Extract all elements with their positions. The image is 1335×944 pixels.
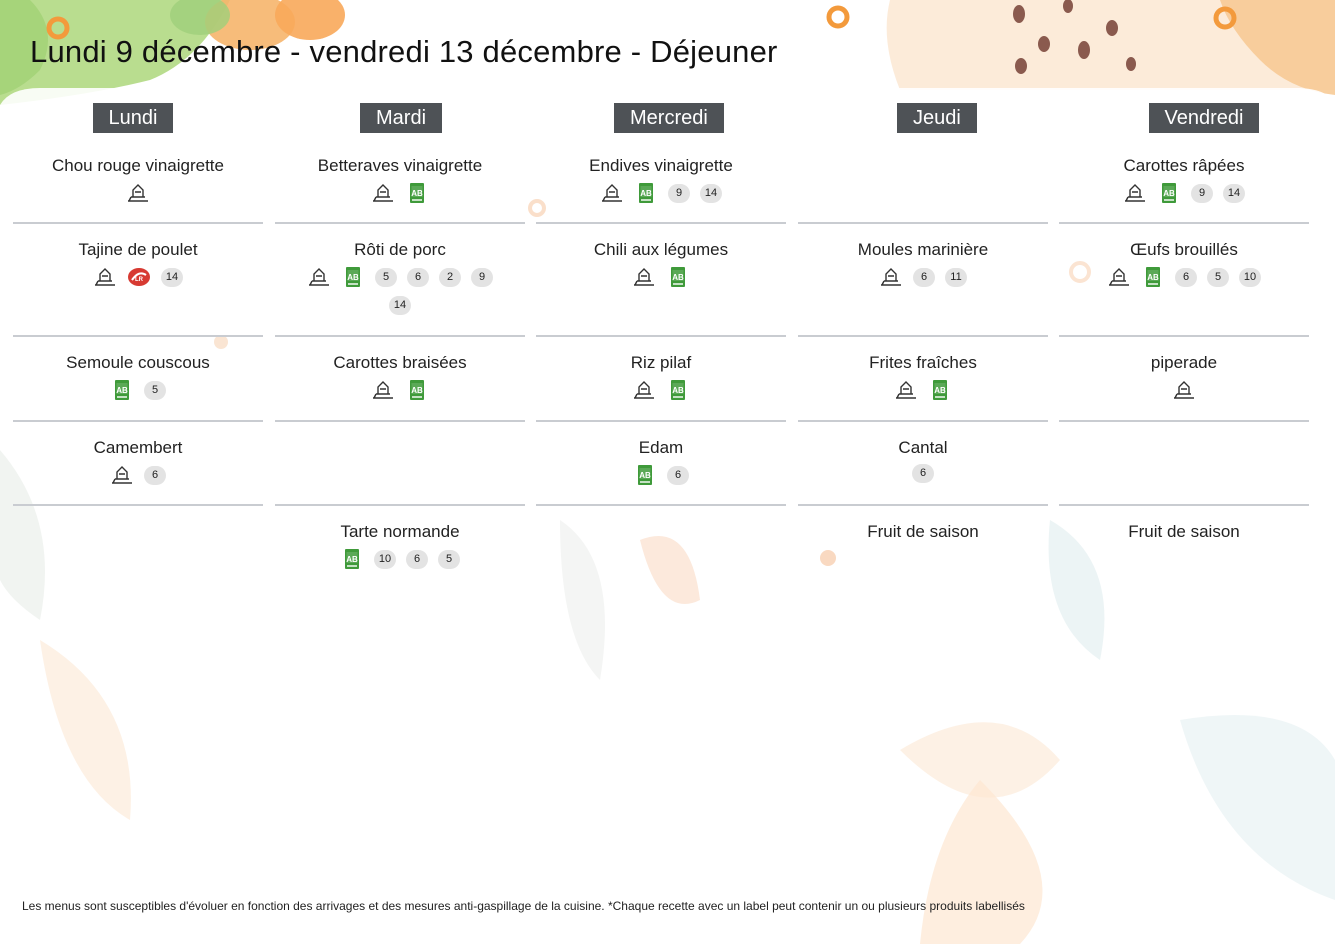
- dish-name: Semoule couscous: [66, 353, 210, 372]
- day-header-mardi: Mardi: [360, 103, 442, 133]
- menu-item: [798, 522, 1048, 542]
- allergen-badge: 5: [1207, 268, 1229, 287]
- row-divider: [798, 504, 1048, 506]
- menu-item: [13, 353, 263, 401]
- dish-name: Carottes râpées: [1123, 156, 1245, 175]
- allergen-badge: 11: [945, 268, 967, 287]
- fait-maison-icon: [1172, 379, 1196, 401]
- dish-labels: [275, 266, 525, 315]
- fait-maison-icon: [879, 266, 903, 288]
- bio-ab-icon: [666, 379, 690, 401]
- menu-item: [536, 156, 786, 204]
- menu-item: [1059, 353, 1309, 401]
- allergen-badge: 6: [912, 464, 934, 483]
- menu-item: [798, 240, 1048, 288]
- menu-item: [798, 353, 1048, 401]
- fait-maison-icon: [894, 379, 918, 401]
- dish-labels: [13, 266, 263, 288]
- svg-text:AB: AB: [411, 386, 423, 395]
- dish-name: Carottes braisées: [333, 353, 467, 372]
- row-divider: [536, 335, 786, 337]
- dish-name: Œufs brouillés: [1130, 240, 1238, 259]
- svg-text:AB: AB: [411, 189, 423, 198]
- row-divider: [275, 504, 525, 506]
- fait-maison-icon: [371, 379, 395, 401]
- svg-text:AB: AB: [639, 471, 651, 480]
- menu-item: [536, 438, 786, 486]
- allergen-badge: 6: [913, 268, 935, 287]
- row-divider: [536, 504, 786, 506]
- svg-text:AB: AB: [672, 386, 684, 395]
- day-header-lundi: Lundi: [93, 103, 174, 133]
- dish-name: Cantal: [898, 438, 948, 457]
- row-divider: [798, 335, 1048, 337]
- svg-text:AB: AB: [116, 386, 128, 395]
- row-divider: [275, 335, 525, 337]
- dish-labels: [1059, 379, 1309, 401]
- allergen-badge: 5: [375, 268, 397, 287]
- row-divider: [13, 335, 263, 337]
- day-header-vendredi: Vendredi: [1149, 103, 1260, 133]
- dish-name: piperade: [1150, 353, 1218, 372]
- footer-note: Les menus sont susceptibles d'évoluer en fonction des arrivages et des mesures anti-gaspillage de la cuisine. *Chaque recette avec un label peut contenir un ou plusieurs produits labellisés: [22, 899, 1025, 913]
- fait-maison-icon: [600, 182, 624, 204]
- dish-labels: [275, 379, 525, 401]
- allergen-badge: 14: [161, 268, 183, 287]
- row-divider: [1059, 420, 1309, 422]
- dish-labels: [798, 379, 1048, 401]
- allergen-badge: 14: [389, 296, 411, 315]
- svg-text:AB: AB: [934, 386, 946, 395]
- dish-labels: [275, 182, 525, 204]
- row-divider: [798, 420, 1048, 422]
- row-divider: [13, 420, 263, 422]
- svg-text:AB: AB: [672, 273, 684, 282]
- bio-ab-icon: [633, 464, 657, 486]
- row-divider: [275, 222, 525, 224]
- dish-name: Betteraves vinaigrette: [317, 156, 483, 175]
- row-divider: [798, 222, 1048, 224]
- bio-ab-icon: [405, 182, 429, 204]
- menu-item: [13, 438, 263, 486]
- svg-text:LR: LR: [135, 277, 143, 283]
- dish-name: Riz pilaf: [630, 353, 692, 372]
- dish-name: Tarte normande: [340, 522, 460, 541]
- menu-item: [536, 353, 786, 401]
- svg-text:AB: AB: [347, 273, 359, 282]
- menu-item: [536, 240, 786, 288]
- allergen-badge: 9: [668, 184, 690, 203]
- fait-maison-icon: [632, 266, 656, 288]
- dish-name: Chou rouge vinaigrette: [51, 156, 224, 175]
- allergen-badge: 6: [144, 466, 166, 485]
- allergen-badge: 10: [1239, 268, 1261, 287]
- allergen-badge: 9: [471, 268, 493, 287]
- allergen-badge: 9: [1191, 184, 1213, 203]
- dish-labels: [13, 379, 263, 401]
- dish-name: Endives vinaigrette: [589, 156, 733, 175]
- allergen-badge: 10: [374, 550, 396, 569]
- dish-name: Frites fraîches: [869, 353, 977, 372]
- svg-text:AB: AB: [1163, 189, 1175, 198]
- dish-name: Moules marinière: [857, 240, 989, 259]
- dish-name: Edam: [638, 438, 684, 457]
- allergen-badge: 14: [1223, 184, 1245, 203]
- row-divider: [275, 420, 525, 422]
- dish-labels: [798, 266, 1048, 288]
- row-divider: [536, 420, 786, 422]
- menu-item: [275, 522, 525, 570]
- fait-maison-icon: [1107, 266, 1131, 288]
- bio-ab-icon: [666, 266, 690, 288]
- dish-name: Fruit de saison: [1128, 522, 1240, 541]
- dish-name: Fruit de saison: [867, 522, 979, 541]
- row-divider: [13, 222, 263, 224]
- svg-text:AB: AB: [1147, 273, 1159, 282]
- dish-labels: [1059, 266, 1309, 288]
- menu-item: [1059, 240, 1309, 288]
- dish-labels: [798, 464, 1048, 483]
- dish-labels: [13, 464, 263, 486]
- bio-ab-icon: [1141, 266, 1165, 288]
- dish-name: Rôti de porc: [354, 240, 446, 259]
- dish-labels: [536, 266, 786, 288]
- dish-labels: [275, 548, 525, 570]
- row-divider: [1059, 222, 1309, 224]
- row-divider: [1059, 504, 1309, 506]
- fait-maison-icon: [126, 182, 150, 204]
- allergen-badge: 5: [438, 550, 460, 569]
- dish-labels: [536, 379, 786, 401]
- bio-ab-icon: [341, 266, 365, 288]
- menu-item: [13, 240, 263, 288]
- fait-maison-icon: [93, 266, 117, 288]
- menu-item: [1059, 156, 1309, 204]
- row-divider: [1059, 335, 1309, 337]
- bio-ab-icon: [634, 182, 658, 204]
- label-rouge-icon: [127, 266, 151, 288]
- dish-labels: [13, 182, 263, 204]
- fait-maison-icon: [110, 464, 134, 486]
- day-header-jeudi: Jeudi: [897, 103, 977, 133]
- dish-labels: [1059, 182, 1309, 204]
- allergen-badge: 14: [700, 184, 722, 203]
- row-divider: [13, 504, 263, 506]
- page-title: Lundi 9 décembre - vendredi 13 décembre - Déjeuner: [30, 34, 778, 69]
- fait-maison-icon: [632, 379, 656, 401]
- fait-maison-icon: [1123, 182, 1147, 204]
- bio-ab-icon: [1157, 182, 1181, 204]
- svg-text:AB: AB: [640, 189, 652, 198]
- allergen-badge: 5: [144, 381, 166, 400]
- allergen-badge: 6: [407, 268, 429, 287]
- menu-item: [275, 156, 525, 204]
- allergen-badge: 6: [1175, 268, 1197, 287]
- allergen-badge: 6: [406, 550, 428, 569]
- bio-ab-icon: [928, 379, 952, 401]
- menu-item: [275, 240, 525, 315]
- bio-ab-icon: [405, 379, 429, 401]
- fait-maison-icon: [307, 266, 331, 288]
- dish-labels: [536, 464, 786, 486]
- dish-labels: [536, 182, 786, 204]
- bio-ab-icon: [110, 379, 134, 401]
- bio-ab-icon: [340, 548, 364, 570]
- menu-item: [1059, 522, 1309, 542]
- day-header-mercredi: Mercredi: [614, 103, 724, 133]
- dish-name: Camembert: [93, 438, 183, 457]
- dish-name: Chili aux légumes: [593, 240, 729, 259]
- row-divider: [536, 222, 786, 224]
- svg-text:AB: AB: [346, 555, 358, 564]
- fait-maison-icon: [371, 182, 395, 204]
- menu-item: [798, 438, 1048, 483]
- allergen-badge: 6: [667, 466, 689, 485]
- dish-name: Tajine de poulet: [78, 240, 198, 259]
- allergen-badge: 2: [439, 268, 461, 287]
- menu-item: [275, 353, 525, 401]
- menu-item: [13, 156, 263, 204]
